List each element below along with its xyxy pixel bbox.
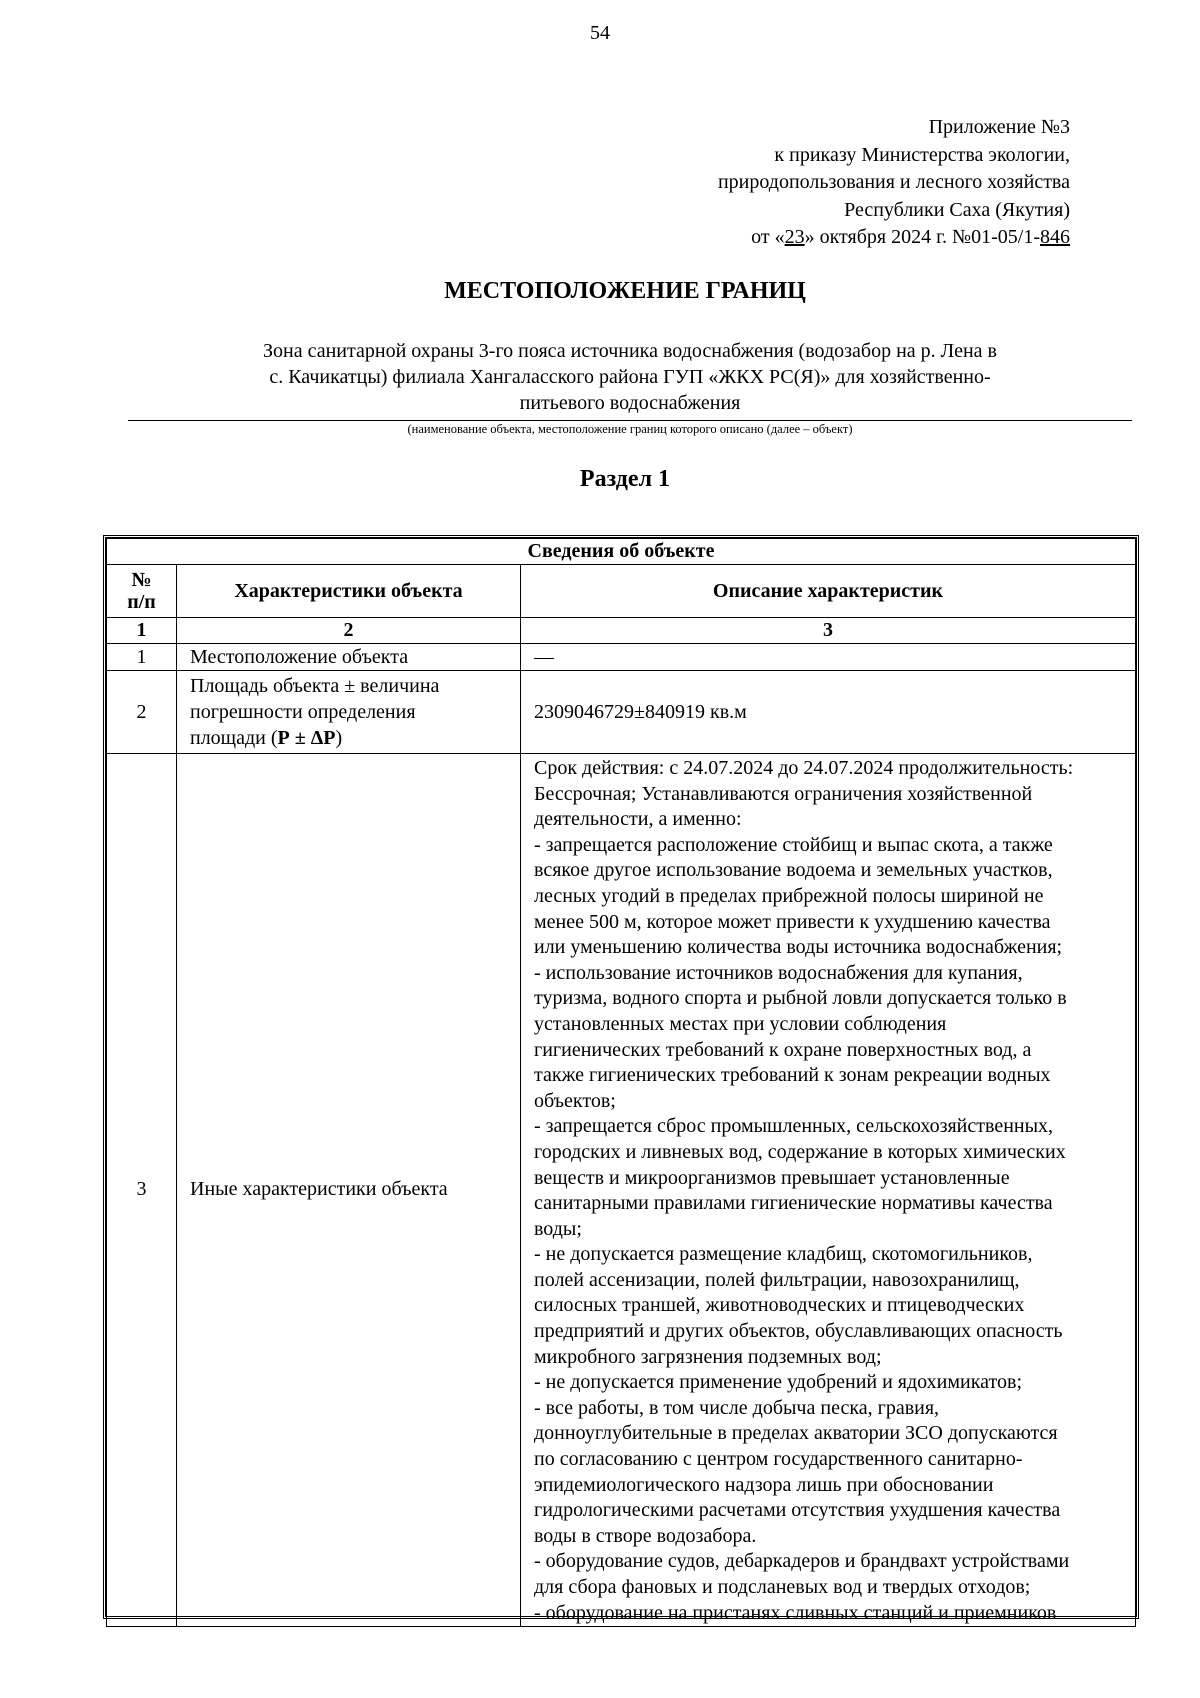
area-label-end: )	[335, 727, 343, 749]
row-description: —	[521, 644, 1136, 671]
description-line: Бессрочная; Устанавливаются ограничения хозяйственной	[534, 782, 1033, 805]
description-line: объектов;	[534, 1089, 616, 1112]
description-line: для сбора фановых и подсланевых вод и твердых отходов;	[534, 1576, 1031, 1598]
appendix-line: к приказу Министерства экологии,	[774, 143, 1070, 166]
description-line: - запрещается расположение стойбищ и выпас скота, а также	[534, 833, 1053, 856]
column-number: 2	[177, 618, 521, 644]
description-line: гигиенических требований к охране поверхностных вод, а	[534, 1038, 1032, 1061]
row-number: 1	[107, 644, 177, 671]
row-characteristic-line: Площадь объекта ± величина	[190, 675, 440, 697]
description-line: - все работы, в том числе добыча песка, гравия,	[534, 1396, 940, 1419]
description-line: силосных траншей, животноводческих и птицеводческих	[534, 1294, 1025, 1317]
description-line: - запрещается сброс промышленных, сельскохозяйственных,	[534, 1115, 1054, 1138]
description-line: или уменьшению количества воды источника водоснабжения;	[534, 936, 1063, 959]
column-header-num	[107, 565, 177, 618]
object-name-underline	[128, 420, 1132, 421]
description-line: донноуглубительные в пределах акватории ЗСО допускаются	[534, 1422, 1058, 1445]
column-number: 3	[521, 618, 1136, 644]
description-line: - не допускается размещение кладбищ, скотомогильников,	[534, 1243, 1033, 1266]
description-line: Срок действия: с 24.07.2024 до 24.07.2024 продолжительность:	[534, 757, 1074, 779]
object-name-line: Зона санитарной охраны 3-го пояса источника водоснабжения (водозабор на р. Лена в	[263, 340, 997, 362]
row-characteristic: Иные характеристики объекта	[177, 754, 521, 1627]
description-line: по согласованию с центром государственного санитарно-	[534, 1448, 1023, 1471]
appendix-block	[718, 114, 1070, 252]
table-row	[107, 644, 1136, 671]
description-line: всякое другое использование водоема и земельных участков,	[534, 859, 1053, 882]
row-number: 3	[107, 754, 177, 1627]
row-number: 2	[107, 671, 177, 754]
column-number: 1	[107, 618, 177, 644]
appendix-date-line	[718, 224, 1070, 252]
object-info-table	[103, 535, 1139, 1624]
table-row	[107, 671, 1136, 754]
area-label: площади (	[190, 727, 278, 749]
appendix-line: Приложение №3	[928, 116, 1070, 138]
column-header-num-line: №	[131, 569, 152, 591]
area-formula: Р ± ΔР	[277, 727, 336, 749]
document-title: МЕСТОПОЛОЖЕНИЕ ГРАНИЦ	[444, 278, 806, 304]
description-line: городских и ливневых вод, содержание в которых химических	[534, 1140, 1066, 1163]
description-line: туризма, водного спорта и рыбной ловли допускается только в	[534, 987, 1067, 1010]
description-line: - использование источников водоснабжения для купания,	[534, 961, 1023, 984]
appendix-line: Республики Саха (Якутия)	[844, 198, 1070, 221]
description-line: лесных угодий в пределах прибрежной полосы шириной не	[534, 884, 1044, 907]
description-line: также гигиенических требований к зонам рекреации водных	[534, 1064, 1051, 1087]
description-line: предприятий и других объектов, обуславливающих опасность	[534, 1320, 1063, 1343]
description-line: - оборудование судов, дебаркадеров и брандвахт устройствами	[534, 1550, 1070, 1573]
object-name-line: питьевого водоснабжения	[519, 392, 741, 414]
row-description: 2309046729±840919 кв.м	[521, 671, 1136, 754]
description-line: - оборудование на пристанях сливных станций и приемников	[534, 1601, 1057, 1624]
date-middle: » октября 2024 г. №01-05/1-	[804, 226, 1040, 248]
row-characteristic-line	[190, 725, 512, 751]
description-line: полей ассенизации, полей фильтрации, навозохранилищ,	[534, 1268, 1020, 1291]
row-description	[521, 754, 1136, 1627]
description-line: веществ и микроорганизмов превышает установленные	[534, 1166, 1010, 1189]
description-line: воды;	[534, 1217, 582, 1240]
page-number: 54	[590, 22, 610, 44]
date-prefix: от «	[751, 226, 785, 248]
column-header-num-line: п/п	[127, 591, 156, 613]
description-line: деятельности, а именно:	[534, 808, 742, 831]
object-name	[128, 338, 1132, 416]
order-number: 846	[1040, 226, 1070, 248]
description-line: санитарными правилами гигиенические нормативы качества	[534, 1192, 1053, 1215]
object-name-line: с. Качикатцы) филиала Хангаласского района ГУП «ЖКХ РС(Я)» для хозяйственно-	[269, 366, 991, 388]
row-characteristic-line: погрешности определения	[190, 701, 416, 723]
row-characteristic	[177, 671, 521, 754]
table-row	[107, 754, 1136, 1627]
date-day: 23	[784, 226, 805, 248]
description-line: установленных местах при условии соблюдения	[534, 1012, 947, 1035]
description-line: микробного загрязнения подземных вод;	[534, 1345, 882, 1368]
table-caption: Сведения об объекте	[107, 539, 1136, 565]
appendix-line: природопользования и лесного хозяйства	[717, 171, 1070, 193]
description-line: менее 500 м, которое может привести к ухудшению качества	[534, 910, 1051, 933]
row-characteristic: Местоположение объекта	[177, 644, 521, 671]
column-header-characteristics: Характеристики объекта	[177, 565, 521, 618]
description-line: воды в створе водозабора.	[534, 1524, 757, 1547]
description-line: - не допускается применение удобрений и ядохимикатов;	[534, 1371, 1022, 1394]
object-name-caption: (наименование объекта, местоположение границ которого описано (далее – объект)	[407, 422, 853, 436]
description-line: эпидемиологического надзора лишь при обосновании	[534, 1473, 994, 1496]
description-line: гидрологическими расчетами отсутствия ухудшения качества	[534, 1499, 1061, 1522]
section-title: Раздел 1	[579, 466, 671, 492]
column-header-description: Описание характеристик	[521, 565, 1136, 618]
